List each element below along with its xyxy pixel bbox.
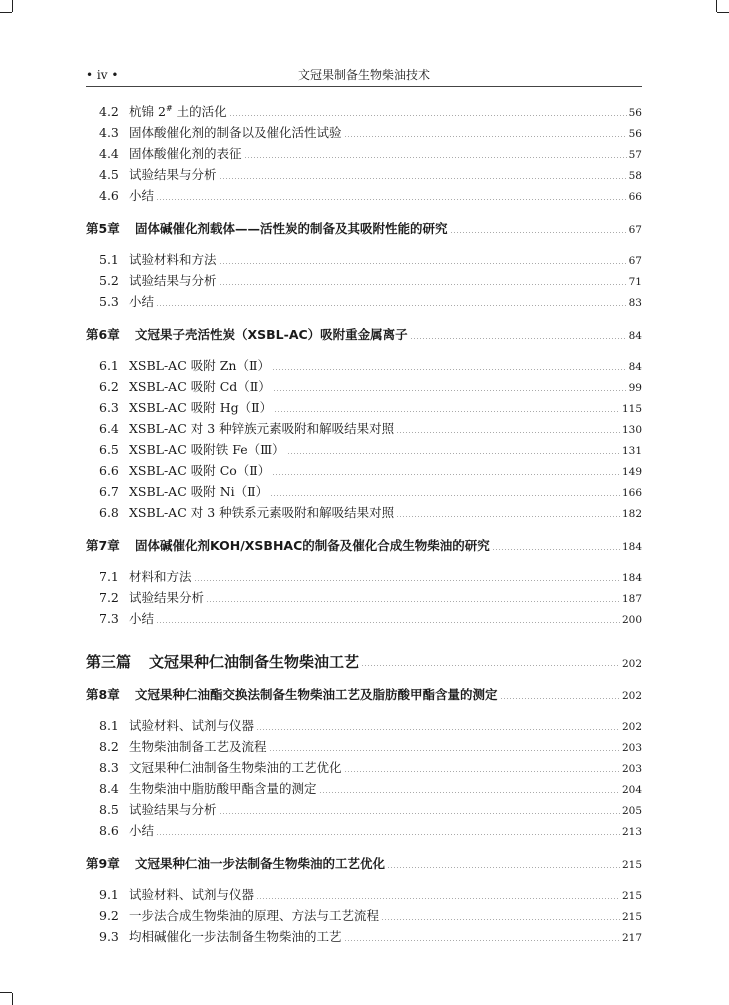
toc-entry-page: 115 <box>621 403 642 415</box>
toc-item[interactable] <box>86 377 642 398</box>
dot-leader <box>219 813 620 814</box>
toc-entry-number: 7.3 <box>99 611 119 626</box>
toc-entry-page: 130 <box>621 424 642 436</box>
dot-leader <box>500 698 620 699</box>
toc-item[interactable] <box>86 503 642 524</box>
toc-entry-page: 66 <box>628 191 642 203</box>
toc-entry-page: 71 <box>628 276 642 288</box>
dot-leader <box>256 729 620 730</box>
toc-spacer <box>86 524 642 536</box>
dot-leader <box>274 411 620 412</box>
dot-leader <box>219 178 627 179</box>
toc-entry-title-superscript: # <box>165 103 173 113</box>
toc-entry-page: 205 <box>621 805 642 817</box>
toc-item[interactable] <box>86 356 642 377</box>
toc-spacer <box>86 874 642 885</box>
toc-entry-page: 83 <box>628 297 642 309</box>
toc-item[interactable] <box>86 821 642 842</box>
toc-entry-page: 99 <box>628 382 642 394</box>
table-of-contents <box>86 102 642 948</box>
toc-entry-number: 5.2 <box>99 273 119 288</box>
toc-item[interactable] <box>86 398 642 419</box>
toc-entry-title: XSBL-AC 对 3 种锌族元素吸附和解吸结果对照 <box>129 421 395 436</box>
toc-chapter[interactable] <box>86 325 642 345</box>
toc-item[interactable] <box>86 186 642 207</box>
toc-entry-page: 182 <box>621 508 642 520</box>
toc-chapter[interactable] <box>86 219 642 239</box>
toc-entry-number: 9.1 <box>99 887 119 902</box>
toc-entry-number: 8.4 <box>99 781 119 796</box>
dot-leader <box>194 580 620 581</box>
toc-entry-title: 试验材料、试剂与仪器 <box>129 887 255 902</box>
toc-entry-page: 215 <box>621 859 642 871</box>
toc-entry-title: 试验结果与分析 <box>129 802 217 817</box>
dot-leader <box>256 898 620 899</box>
toc-item[interactable] <box>86 758 642 779</box>
toc-spacer <box>86 345 642 356</box>
toc-entry-title: 均相碱催化一步法制备生物柴油的工艺 <box>129 929 342 944</box>
dot-leader <box>270 495 620 496</box>
toc-entry-page: 166 <box>621 487 642 499</box>
dot-leader <box>396 516 620 517</box>
toc-entry-title-main: 杭锦 2 <box>129 104 166 119</box>
toc-entry-title: 文冠果种仁油一步法制备生物柴油的工艺优化 <box>135 856 386 871</box>
toc-entry-title: 文冠果种仁油酯交换法制备生物柴油工艺及脂肪酸甲酯含量的测定 <box>135 687 498 702</box>
toc-item[interactable] <box>86 588 642 609</box>
toc-item[interactable] <box>86 609 642 630</box>
toc-spacer <box>86 313 642 325</box>
dot-leader <box>450 232 627 233</box>
toc-entry-title: 试验材料、试剂与仪器 <box>129 718 255 733</box>
toc-entry-number: 8.2 <box>99 739 119 754</box>
toc-entry-number: 4.6 <box>99 188 119 203</box>
toc-entry-page: 217 <box>621 932 642 944</box>
toc-entry-page: 215 <box>621 890 642 902</box>
toc-entry-title: 试验结果与分析 <box>129 273 217 288</box>
book-title: 文冠果制备生物柴油技术 <box>297 68 430 82</box>
dot-leader <box>219 263 627 264</box>
toc-entry-number: 8.6 <box>99 823 119 838</box>
toc-chapter[interactable] <box>86 536 642 556</box>
toc-chapter[interactable] <box>86 854 642 874</box>
toc-item[interactable] <box>86 482 642 503</box>
toc-spacer <box>86 842 642 854</box>
crop-mark-top-left-v <box>12 0 13 12</box>
dot-leader <box>396 432 620 433</box>
dot-leader <box>381 919 620 920</box>
crop-mark-bottom-left-v <box>12 993 13 1005</box>
dot-leader <box>319 792 620 793</box>
toc-item[interactable] <box>86 800 642 821</box>
toc-item[interactable] <box>86 906 642 927</box>
toc-entry-page: 213 <box>621 826 642 838</box>
toc-entry-page: 67 <box>628 255 642 267</box>
toc-entry-number: 7.1 <box>99 569 119 584</box>
toc-entry-title: 小结 <box>129 188 155 203</box>
toc-spacer <box>86 673 642 685</box>
toc-part[interactable] <box>86 651 642 673</box>
toc-entry-title: 固体碱催化剂KOH/XSBHAC的制备及催化合成生物柴油的研究 <box>135 538 490 553</box>
toc-entry-number: 4.3 <box>99 125 119 140</box>
toc-entry-page: 184 <box>621 541 642 553</box>
toc-item[interactable] <box>86 716 642 737</box>
toc-entry-number: 第9章 <box>86 856 120 871</box>
dot-leader <box>287 453 620 454</box>
toc-entry-title: 材料和方法 <box>129 569 192 584</box>
dot-leader <box>156 305 627 306</box>
toc-entry-page: 200 <box>621 614 642 626</box>
toc-item[interactable] <box>86 927 642 948</box>
toc-entry-number: 第5章 <box>86 221 120 236</box>
toc-entry-page: 202 <box>621 721 642 733</box>
toc-item[interactable] <box>86 165 642 186</box>
toc-entry-title: 文冠果子壳活性炭（XSBL-AC）吸附重金属离子 <box>135 327 408 342</box>
toc-entry-title: 小结 <box>129 611 155 626</box>
toc-entry-number: 9.2 <box>99 908 119 923</box>
toc-entry-number: 4.5 <box>99 167 119 182</box>
toc-entry-page: 202 <box>621 690 642 702</box>
dot-leader <box>272 369 627 370</box>
toc-item[interactable] <box>86 440 642 461</box>
toc-entry-number: 8.3 <box>99 760 119 775</box>
crop-mark-top-right-h <box>717 12 729 13</box>
toc-entry-number: 5.3 <box>99 294 119 309</box>
toc-entry-title: 固体酸催化剂的制备以及催化活性试验 <box>129 125 342 140</box>
toc-spacer <box>86 630 642 651</box>
dot-leader <box>206 601 620 602</box>
toc-item[interactable] <box>86 567 642 588</box>
toc-entry-page: 184 <box>621 572 642 584</box>
toc-entry-title: 生物柴油中脂肪酸甲酯含量的测定 <box>129 781 317 796</box>
toc-entry-page: 58 <box>628 170 642 182</box>
toc-entry-page: 57 <box>628 149 642 161</box>
dot-leader <box>492 549 620 550</box>
toc-entry-page: 149 <box>621 466 642 478</box>
toc-spacer <box>86 239 642 250</box>
toc-entry-title: 小结 <box>129 294 155 309</box>
toc-entry-number: 8.5 <box>99 802 119 817</box>
toc-item[interactable] <box>86 419 642 440</box>
toc-entry-page: 204 <box>621 784 642 796</box>
dot-leader <box>344 940 620 941</box>
toc-entry-page: 215 <box>621 911 642 923</box>
toc-entry-title: 文冠果种仁油制备生物柴油工艺 <box>149 653 360 671</box>
toc-entry-title: 固体酸催化剂的表征 <box>129 146 242 161</box>
toc-entry-title: 试验结果分析 <box>129 590 205 605</box>
toc-entry-page: 67 <box>628 224 642 236</box>
toc-entry-number: 8.1 <box>99 718 119 733</box>
toc-entry-page: 56 <box>628 128 642 140</box>
toc-entry-number: 6.6 <box>99 463 119 478</box>
toc-entry-number: 6.3 <box>99 400 119 415</box>
toc-entry-title: 小结 <box>129 823 155 838</box>
toc-chapter[interactable] <box>86 685 642 705</box>
dot-leader <box>229 115 627 116</box>
toc-entry-title: 试验材料和方法 <box>129 252 217 267</box>
dot-leader <box>410 338 627 339</box>
toc-entry-number: 6.4 <box>99 421 119 436</box>
toc-entry-number: 6.8 <box>99 505 119 520</box>
toc-entry-page: 56 <box>628 107 642 119</box>
toc-item[interactable] <box>86 885 642 906</box>
toc-item[interactable] <box>86 250 642 271</box>
toc-entry-page: 84 <box>628 361 642 373</box>
toc-item[interactable] <box>86 737 642 758</box>
page-number: • iv • <box>86 68 119 82</box>
toc-entry-page: 131 <box>621 445 642 457</box>
toc-entry-number: 4.4 <box>99 146 119 161</box>
dot-leader <box>156 834 620 835</box>
toc-entry-number: 6.2 <box>99 379 119 394</box>
toc-spacer <box>86 556 642 567</box>
crop-mark-top-left-h <box>0 12 12 13</box>
toc-item[interactable] <box>86 779 642 800</box>
toc-item[interactable] <box>86 461 642 482</box>
toc-entry-title: 固体碱催化剂载体——活性炭的制备及其吸附性能的研究 <box>135 221 448 236</box>
toc-entry-number: 4.2 <box>99 104 119 119</box>
toc-entry-number: 第8章 <box>86 687 120 702</box>
toc-entry-number: 第7章 <box>86 538 120 553</box>
toc-entry-title: 文冠果种仁油制备生物柴油的工艺优化 <box>129 760 342 775</box>
dot-leader <box>344 771 620 772</box>
toc-entry-title <box>129 102 227 120</box>
toc-entry-title: XSBL-AC 吸附铁 Fe（Ⅲ） <box>129 442 285 457</box>
toc-entry-page: 203 <box>621 763 642 775</box>
toc-entry-title: XSBL-AC 吸附 Ni（Ⅱ） <box>129 484 269 499</box>
toc-entry-title-rest: 土的活化 <box>172 104 227 119</box>
dot-leader <box>269 750 620 751</box>
toc-entry-page: 202 <box>621 658 642 670</box>
dot-leader <box>156 199 627 200</box>
toc-entry-number: 第6章 <box>86 327 120 342</box>
dot-leader <box>156 622 620 623</box>
toc-entry-number: 9.3 <box>99 929 119 944</box>
toc-item[interactable] <box>86 144 642 165</box>
dot-leader <box>219 284 627 285</box>
toc-entry-title: XSBL-AC 吸附 Co（Ⅱ） <box>129 463 271 478</box>
crop-mark-bottom-left-h <box>0 992 12 993</box>
toc-item[interactable] <box>86 123 642 144</box>
toc-item[interactable] <box>86 271 642 292</box>
dot-leader <box>273 390 627 391</box>
running-header <box>86 66 642 87</box>
toc-entry-number: 6.1 <box>99 358 119 373</box>
toc-item[interactable] <box>86 292 642 313</box>
toc-spacer <box>86 705 642 716</box>
toc-entry-title: XSBL-AC 吸附 Cd（Ⅱ） <box>129 379 271 394</box>
toc-entry-number: 6.7 <box>99 484 119 499</box>
toc-entry-title: XSBL-AC 吸附 Zn（Ⅱ） <box>129 358 270 373</box>
dot-leader <box>387 867 620 868</box>
toc-item[interactable] <box>86 102 642 123</box>
toc-entry-title: XSBL-AC 吸附 Hg（Ⅱ） <box>129 400 273 415</box>
toc-spacer <box>86 207 642 219</box>
toc-entry-number: 5.1 <box>99 252 119 267</box>
toc-entry-page: 187 <box>621 593 642 605</box>
toc-entry-page: 203 <box>621 742 642 754</box>
dot-leader <box>344 136 627 137</box>
toc-entry-number: 7.2 <box>99 590 119 605</box>
toc-entry-title: 生物柴油制备工艺及流程 <box>129 739 267 754</box>
toc-entry-page: 84 <box>628 330 642 342</box>
dot-leader <box>272 474 620 475</box>
toc-entry-title: XSBL-AC 对 3 种铁系元素吸附和解吸结果对照 <box>129 505 395 520</box>
toc-entry-title: 一步法合成生物柴油的原理、方法与工艺流程 <box>129 908 380 923</box>
dot-leader <box>244 157 627 158</box>
dot-leader <box>361 665 620 666</box>
crop-mark-top-right-v <box>716 0 717 12</box>
toc-entry-number: 6.5 <box>99 442 119 457</box>
toc-entry-number: 第三篇 <box>86 653 132 671</box>
toc-entry-title: 试验结果与分析 <box>129 167 217 182</box>
